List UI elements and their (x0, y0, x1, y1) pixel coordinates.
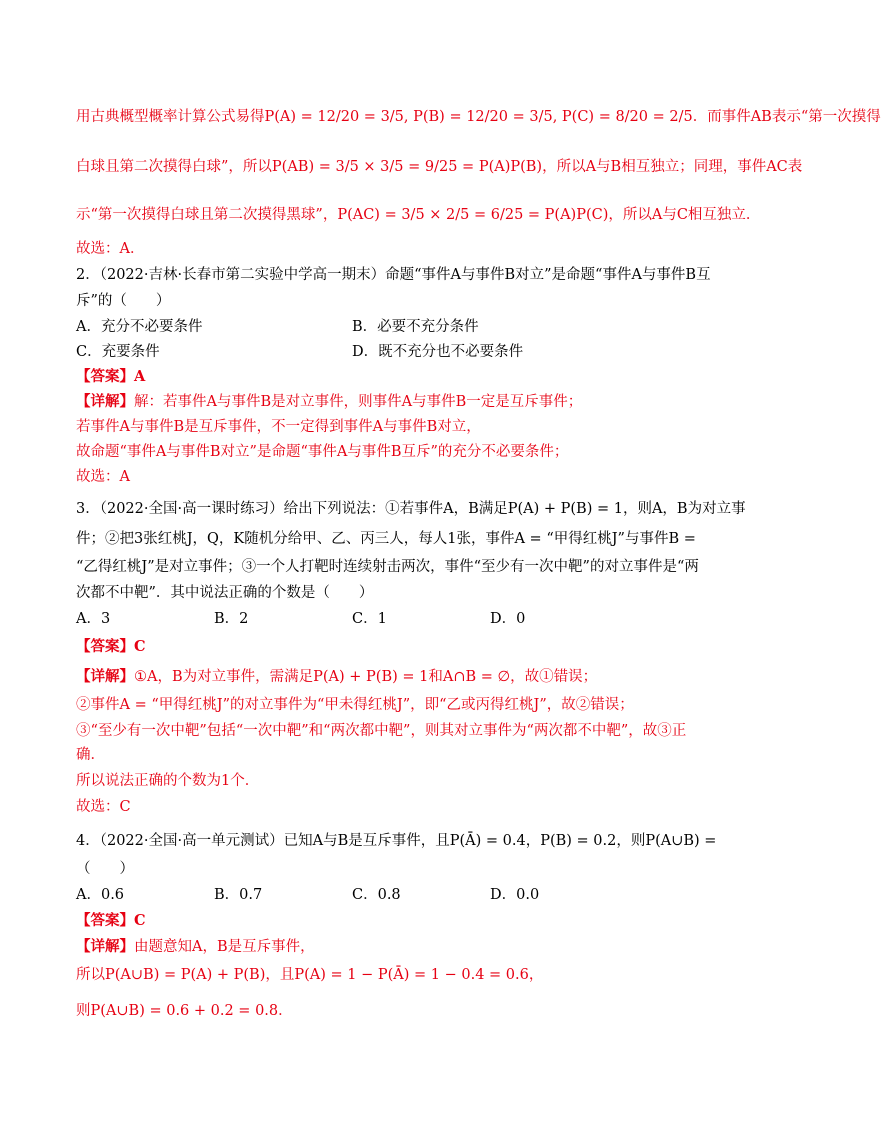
q2-detail-line-2: 若事件A与事件B是互斥事件，不一定得到事件A与事件B对立， (76, 419, 481, 435)
q2-answer-label: 【答案】 (76, 368, 134, 385)
q3-stem-line-3: “乙得红桃J”是对立事件；③一个人打靶时连续射击两次，事件“至少有一次中靶”的对立事件是“两 (76, 559, 699, 575)
q2-stem-line-1: 2．（2022·吉林·长春市第二实验中学高一期末）命题“事件A与事件B对立”是命题“事件A与事件B互 (76, 267, 711, 283)
q4-option-a: A．0.6 (76, 887, 125, 903)
q4-stem-line-2: （ ） (76, 861, 134, 877)
q2-stem-line-2: 斥”的（ ） (76, 293, 171, 309)
q4-option-c: C．0.8 (352, 887, 401, 903)
q2-answer (76, 366, 736, 388)
q4-detail-label: 【详解】 (76, 938, 134, 955)
q2-option-b: B．必要不充分条件 (352, 319, 479, 335)
q2-option-a: A．充分不必要条件 (76, 319, 203, 335)
q2-option-c: C．充要条件 (76, 344, 160, 360)
q3-detail-label: 【详解】 (76, 668, 134, 685)
q4-detail-line-1 (76, 936, 736, 958)
q3-answer (76, 636, 736, 658)
q4-stem-line-1: 4．（2022·全国·高一单元测试）已知A与B是互斥事件，且P(Ā) = 0.4，P(B) = 0.2，则P(A∪B) = (76, 833, 717, 849)
q4-detail-text-1: 由题意知A，B是互斥事件， (134, 939, 315, 955)
q4-detail-line-2: 所以P(A∪B) = P(A) + P(B)，且P(A) = 1 − P(Ā) = 1 − 0.4 = 0.6， (76, 967, 544, 983)
q3-stem-line-1: 3．（2022·全国·高一课时练习）给出下列说法：①若事件A，B满足P(A) + P(B) = 1，则A，B为对立事 (76, 501, 746, 517)
q2-answer-value: A (134, 368, 146, 385)
q4-option-d: D．0.0 (490, 887, 540, 903)
q2-detail-label: 【详解】 (76, 393, 134, 410)
q4-option-b: B．0.7 (214, 887, 263, 903)
q2-options-row-2 (76, 341, 736, 363)
solution-line-4: 故选：A． (76, 241, 145, 257)
q3-detail-text-1: ①A，B为对立事件，需满足P(A) + P(B) = 1和A∩B = ∅，故①错误； (134, 669, 598, 685)
q4-answer-label: 【答案】 (76, 912, 134, 929)
q3-detail-line-4: 确． (76, 747, 105, 763)
q2-detail-line-3: 故命题“事件A与事件B对立”是命题“事件A与事件B互斥”的充分不必要条件； (76, 444, 569, 460)
q3-answer-value: C (134, 638, 146, 655)
q3-option-c: C．1 (352, 611, 387, 627)
q2-detail-line-1 (76, 391, 736, 413)
q2-detail-line-4: 故选：A (76, 469, 130, 485)
q3-detail-line-6: 故选：C (76, 799, 131, 815)
q3-option-d: D．0 (490, 611, 526, 627)
q4-answer (76, 910, 736, 932)
solution-line-2: 白球且第二次摸得白球”，所以P(AB) = 3/5 × 3/5 = 9/25 = P(A)P(B)，所以A与B相互独立；同理，事件AC表 (76, 159, 803, 175)
q3-detail-line-3: ③“至少有一次中靶”包括“一次中靶”和“两次都中靶”，则其对立事件为“两次都不中靶”，故③正 (76, 723, 687, 739)
solution-line-1: 用古典概型概率计算公式易得P(A) = 12/20 = 3/5, P(B) = 12/20 = 3/5, P(C) = 8/20 = 2/5．而事件AB表示“第一次摸得 (76, 109, 881, 125)
q2-options-row-1 (76, 316, 736, 338)
q4-detail-line-3: 则P(A∪B) = 0.6 + 0.2 = 0.8． (76, 1003, 293, 1019)
q3-stem-line-2: 件；②把3张红桃J，Q，K随机分给甲、乙、丙三人，每人1张，事件A = “甲得红桃J”与事件B = (76, 531, 696, 547)
q2-option-d: D．既不充分也不必要条件 (352, 344, 524, 360)
q4-answer-value: C (134, 912, 146, 929)
q3-detail-line-1 (76, 666, 736, 688)
q3-option-a: A．3 (76, 611, 111, 627)
q2-detail-text-1: 解：若事件A与事件B是对立事件，则事件A与事件B一定是互斥事件； (134, 394, 583, 410)
q3-detail-line-5: 所以说法正确的个数为1个． (76, 773, 260, 789)
q3-detail-line-2: ②事件A = “甲得红桃J”的对立事件为“甲未得红桃J”，即“乙或丙得红桃J”，故②错误； (76, 697, 634, 713)
q3-option-b: B．2 (214, 611, 249, 627)
q3-stem-line-4: 次都不中靶”．其中说法正确的个数是（ ） (76, 585, 374, 601)
solution-line-3: 示“第一次摸得白球且第二次摸得黑球”，P(AC) = 3/5 × 2/5 = 6/25 = P(A)P(C)，所以A与C相互独立． (76, 207, 761, 223)
q3-answer-label: 【答案】 (76, 638, 134, 655)
